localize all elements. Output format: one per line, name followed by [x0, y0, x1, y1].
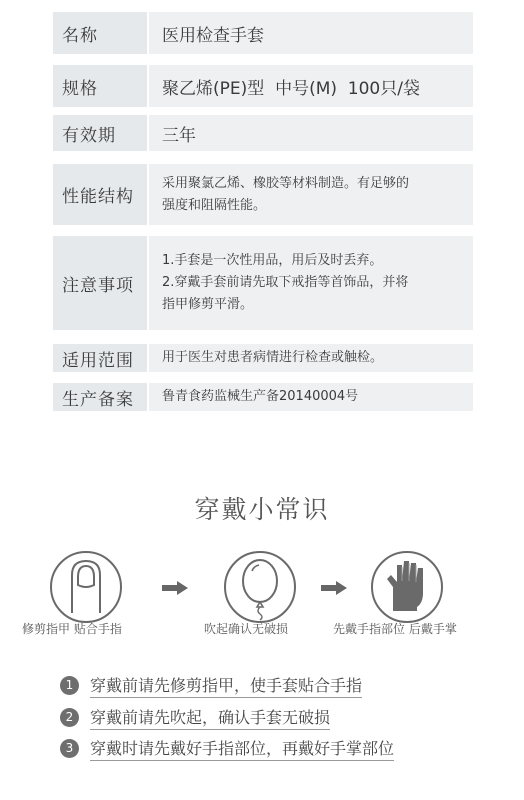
step-caption: 先戴手指部位 后戴手掌	[333, 622, 457, 636]
step-inflate-check	[224, 551, 296, 623]
spec-value-line: 1.手套是一次性用品，用后及时丢弃。	[162, 253, 383, 268]
spec-value	[149, 164, 473, 225]
guide-title: 穿戴小常识	[194, 495, 330, 524]
spec-label: 规格	[53, 65, 147, 107]
spec-label: 名称	[53, 12, 147, 54]
spec-value: 鲁青食药监械生产备20140004号	[149, 383, 473, 411]
step-caption: 修剪指甲 贴合手指	[22, 622, 122, 636]
list-item	[60, 672, 362, 698]
spec-value: 用于医生对患者病情进行检查或触检。	[149, 344, 473, 372]
spec-value: 聚乙烯(PE)型 中号(M) 100只/袋	[149, 65, 473, 107]
spec-label: 性能结构	[53, 164, 147, 225]
spec-label: 注意事项	[53, 236, 147, 330]
step-number-badge: 2	[60, 708, 79, 727]
arrow-right-icon	[321, 581, 347, 595]
spec-row-scope	[53, 344, 473, 372]
spec-label: 适用范围	[53, 344, 147, 372]
spec-value: 医用检查手套	[149, 12, 473, 54]
spec-row-size	[53, 65, 473, 107]
spec-row-name	[53, 12, 473, 54]
fingernail-icon	[50, 551, 122, 623]
step-number-badge: 1	[60, 676, 79, 695]
spec-value-line: 采用聚氯乙烯、橡胶等材料制造。有足够的	[162, 175, 410, 191]
balloon-icon	[224, 551, 296, 623]
list-item	[60, 704, 330, 730]
step-wear-fingers-first	[371, 551, 443, 623]
tip-text: 穿戴时请先戴好手指部位，再戴好手掌部位	[90, 736, 394, 761]
spec-row-validity	[53, 115, 473, 151]
step-caption: 吹起确认无破损	[204, 622, 289, 636]
tip-text: 穿戴前请先修剪指甲，使手套贴合手指	[90, 673, 362, 698]
spec-label: 生产备案	[53, 383, 147, 411]
spec-value-line: 指甲修剪平滑。	[162, 297, 254, 312]
tip-text: 穿戴前请先吹起，确认手套无破损	[90, 705, 330, 730]
spec-row-notes	[53, 236, 473, 330]
spec-row-record	[53, 383, 473, 411]
step-number-badge: 3	[60, 739, 79, 758]
spec-value-line: 强度和阻隔性能。	[162, 197, 267, 213]
spec-label: 有效期	[53, 115, 147, 151]
spec-value: 三年	[149, 115, 473, 151]
list-item	[60, 735, 394, 761]
arrow-right-icon	[162, 581, 188, 595]
spec-value-line: 2.穿戴手套前请先取下戒指等首饰品，并将	[162, 275, 409, 290]
step-trim-nails	[50, 551, 122, 623]
spec-row-structure	[53, 164, 473, 225]
spec-value	[149, 236, 473, 330]
glove-icon	[371, 551, 443, 623]
